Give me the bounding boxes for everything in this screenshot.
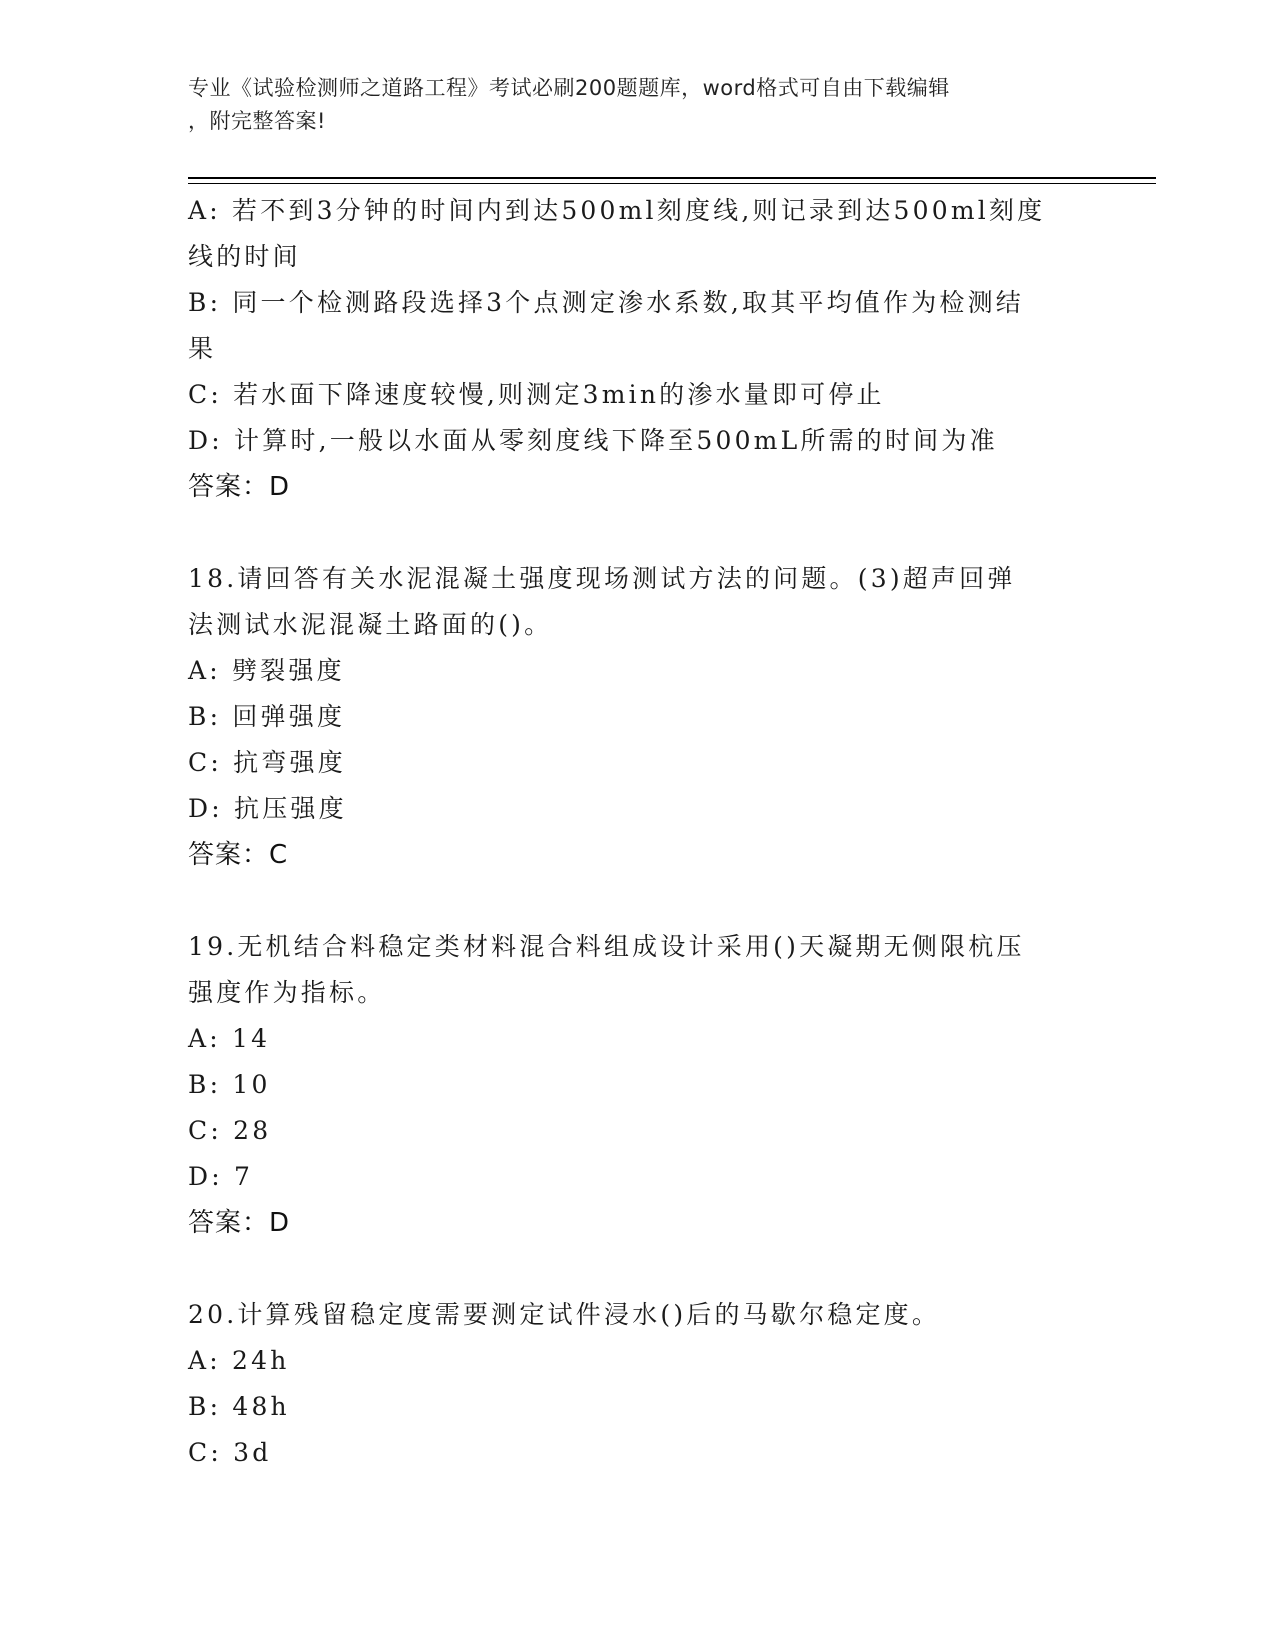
questions-body (188, 188, 1088, 1476)
option-a-line-2: 线的时间 (188, 242, 301, 271)
document-header (188, 72, 1068, 138)
option-a-line-1: A: 若不到3分钟的时间内到达500ml刻度线,则记录到达500ml刻度 (188, 196, 1046, 225)
option-c: C: 3d (188, 1438, 272, 1467)
option-c: C: 28 (188, 1116, 272, 1145)
spacer (188, 878, 1088, 924)
header-title-line-1: 专业《试验检测师之道路工程》考试必刷200题题库，word格式可自由下载编辑 (188, 76, 950, 100)
option-a: A: 14 (188, 1024, 271, 1053)
answer: 答案：D (188, 1208, 291, 1238)
option-c: C: 若水面下降速度较慢,则测定3min的渗水量即可停止 (188, 380, 885, 409)
option-a: A: 劈裂强度 (188, 656, 345, 685)
question-stem-line-1: 20.计算残留稳定度需要测定试件浸水()后的马歇尔稳定度。 (188, 1300, 941, 1329)
header-divider-thin (188, 183, 1156, 184)
header-title-line-2: ，附完整答案! (188, 109, 326, 133)
question-18 (188, 556, 1088, 878)
spacer (188, 510, 1088, 556)
answer: 答案：C (188, 840, 289, 870)
answer: 答案：D (188, 472, 291, 502)
question-stem-line-1: 18.请回答有关水泥混凝土强度现场测试方法的问题。(3)超声回弹 (188, 564, 1016, 593)
option-b: B: 10 (188, 1070, 271, 1099)
question-19 (188, 924, 1088, 1246)
question-17 (188, 188, 1088, 510)
option-b: B: 回弹强度 (188, 702, 346, 731)
question-20 (188, 1292, 1088, 1476)
question-stem-line-1: 19.无机结合料稳定类材料混合料组成设计采用()天凝期无侧限杭压 (188, 932, 1025, 961)
option-b: B: 48h (188, 1392, 290, 1421)
option-c: C: 抗弯强度 (188, 748, 346, 777)
option-b-line-1: B: 同一个检测路段选择3个点测定渗水系数,取其平均值作为检测结 (188, 288, 1024, 317)
option-b-line-2: 果 (188, 334, 217, 363)
header-divider-thick (188, 177, 1156, 179)
question-stem-line-2: 法测试水泥混凝土路面的()。 (188, 610, 553, 639)
question-stem-line-2: 强度作为指标。 (188, 978, 386, 1007)
option-d: D: 抗压强度 (188, 794, 347, 823)
option-d: D: 7 (188, 1162, 254, 1191)
spacer (188, 1246, 1088, 1292)
option-a: A: 24h (188, 1346, 290, 1375)
option-d: D: 计算时,一般以水面从零刻度线下降至500mL所需的时间为准 (188, 426, 998, 455)
